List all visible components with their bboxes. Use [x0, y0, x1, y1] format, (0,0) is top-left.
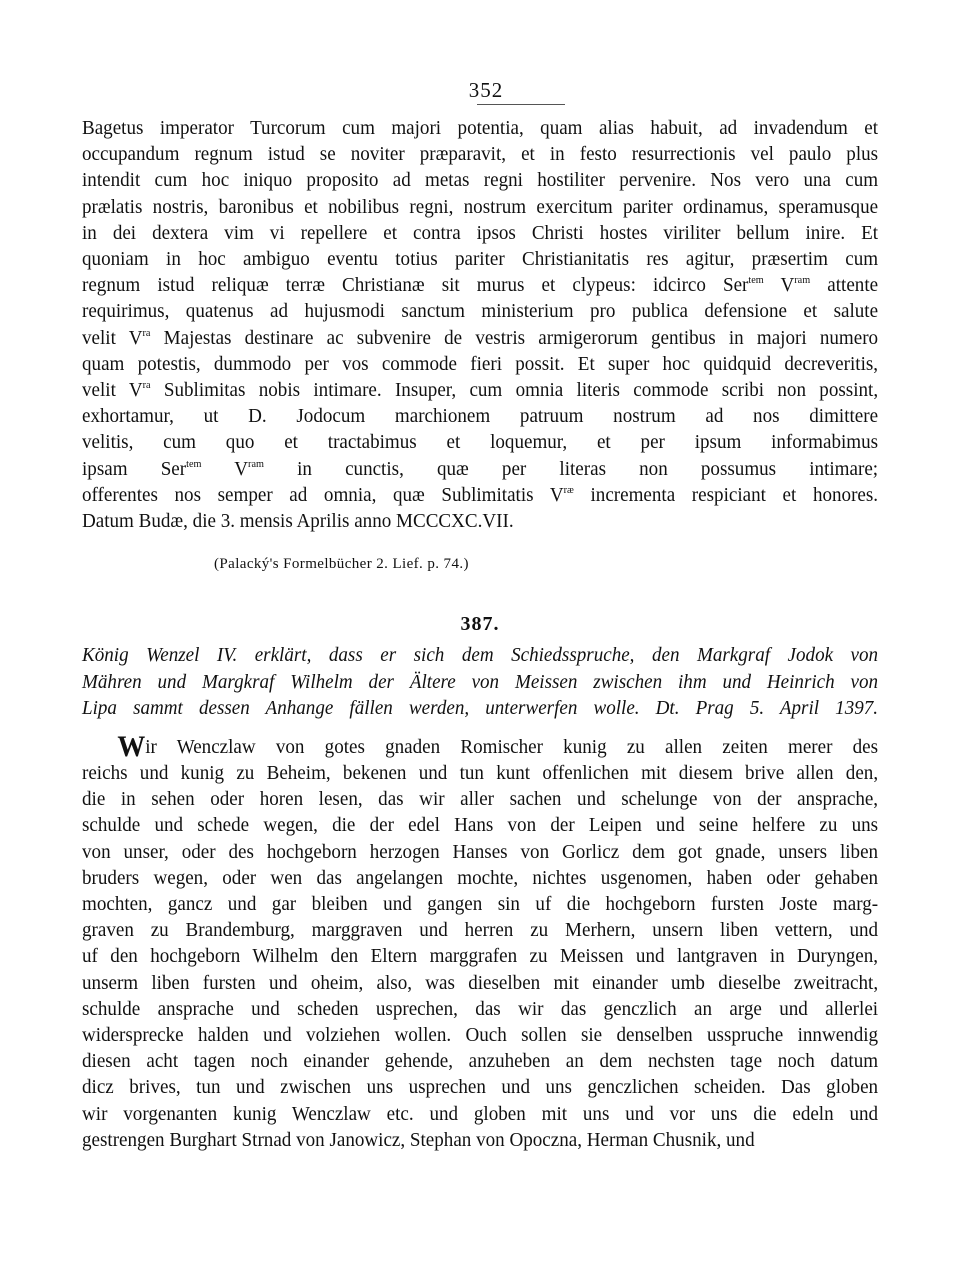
text-line: occupandum regnum istud se noviter præparavit, et in festo resurrectionis vel paulo plus — [82, 143, 879, 166]
text-line: velit $V^{ra}$ Sublimitas nobis intimare. Insuper, cum omnia literis commode scribi non possint, — [82, 379, 879, 402]
text-line: intendit cum hoc iniquo proposito ad metas regni hostiliter pervenire. Nos vero una cum — [82, 169, 879, 192]
text-line: Datum Budæ, die 3. mensis Aprilis anno MCCCXC.VII. — [82, 510, 514, 533]
text-line: offerentes nos semper ad omnia, quæ Sublimitatis $V^{ræ}$ incrementa respiciant et honores. — [82, 483, 879, 506]
document-heading — [82, 642, 878, 722]
text-line: regnum istud reliquæ terræ Christianæ sit murus et clypeus: idcirco Ser$^{tem}$ $V^{ram}$ attente — [82, 274, 879, 297]
text-line: mochten, gancz und gar bleiben und gangen sin uf die hochgeborn fursten Joste marg- — [82, 892, 879, 915]
text-line: wir vorgenanten kunig Wenczlaw etc. und globen mit uns und vor uns die edeln und — [82, 1102, 879, 1125]
text-line: dicz brives, tun und zwischen uns usprechen und uns genczlichen scheiden. Das globen — [82, 1076, 879, 1099]
text-line: unserm liben fursten und oheim, also, was dieselben mit einander umb dieselbe zweitracht, — [82, 971, 879, 994]
text-line: velitis, cum quo et tractabimus et loquemur, et per ipsum informabimus — [82, 431, 879, 454]
document-body — [82, 729, 879, 1153]
text-line: quam potestis, dummodo per vos commode fieri possit. Et super hoc quidquid decreveritis, — [82, 352, 879, 375]
text-line: gestrengen Burghart Strnad von Janowicz, Stephan von Opoczna, Herman Chusnik, und — [82, 1128, 755, 1151]
text-line: ipsam Ser$^{tem}$ $V^{ram}$ in cunctis, quæ per literas non possumus intimare; — [82, 457, 879, 480]
text-line: prælatis nostris, baronibus et nobilibus regni, nostrum exercitum pariter ordinamus, speramusque — [82, 195, 879, 218]
text-line: diesen acht tagen noch einander gehende, anzuheben an dem nechsten tage noch datum — [82, 1050, 879, 1073]
document-number: 387. — [460, 613, 500, 636]
text-line: schulde und schede wegen, die der edel Hans von der Leipen und seine helfere zu uns — [82, 814, 879, 837]
heading-line: Mähren und Margkraf Wilhelm der Ältere von Meissen zwischen ihm und Heinrich von — [82, 670, 879, 693]
text-line: Bagetus imperator Turcorum cum majori potentia, quam alias habuit, ad invadendum et — [82, 117, 879, 139]
text-line: velit $V^{ra}$ Majestas destinare ac subvenire de vestris armigerorum gentibus in majori numero — [82, 326, 879, 349]
previous-document-text — [82, 115, 878, 534]
text-line: exhortamur, ut D. Jodocum marchionem patruum nostrum ad nos dimittere — [82, 405, 879, 428]
heading-line: Lipa sammt dessen Anhange fällen werden, unterwerfen wolle. Dt. Prag 5. April 1397. — [82, 697, 879, 720]
text-line: reichs und kunig zu Beheim, bekenen und tun kunt offenlichen mit diesem brive allen den, — [82, 761, 879, 784]
text-line: in dei dextera vim vi repellere et contra ipsos Christi hostes viriliter bellum inire. Et — [82, 221, 879, 244]
initial-letter: W — [117, 729, 146, 763]
text-line: schulde ansprache und scheden usprechen, das wir das genczlich an arge und allerlei — [82, 997, 879, 1020]
header-rule — [477, 104, 565, 105]
text-line: graven zu Brandemburg, marggraven und herren zu Merhern, unsern liben vettern, und — [82, 919, 879, 942]
text-line: widersprecke halden und volziehen wollen. Ouch sollen sie denselben usspruche innwendig — [82, 1023, 879, 1046]
page-number: 352 — [468, 78, 504, 102]
text-line: bruders wegen, oder wen das angelangen mochte, nichtes usgenomen, haben oder gehaben — [82, 866, 879, 889]
text-line: die in sehen oder horen lesen, das wir aller sachen und schelunge von der ansprache, — [82, 788, 879, 811]
text-line: quoniam in hoc ambiguo eventu totius pariter Christianitatis res agitur, præsertim cum — [82, 248, 879, 271]
text-line: uf den hochgeborn Wilhelm den Eltern marggrafen zu Meissen und lantgraven in Duryngen, — [82, 945, 879, 968]
text-line: von unser, oder des hochgeborn herzogen Hanses von Gorlicz dem got gnade, unsers liben — [82, 840, 879, 863]
text-line: Wir Wenczlaw von gotes gnaden Romischer kunig zu allen zeiten merer des — [117, 729, 879, 763]
text-line: requirimus, quatenus ad hujusmodi sanctum ministerium pro publica defensione et salute — [82, 300, 879, 323]
page — [82, 78, 878, 1153]
source-note: (Palacký's Formelbücher 2. Lief. p. 74.) — [214, 556, 469, 573]
heading-line: König Wenzel IV. erklärt, dass er sich dem Schiedsspruche, den Markgraf Jodok von — [82, 644, 879, 667]
